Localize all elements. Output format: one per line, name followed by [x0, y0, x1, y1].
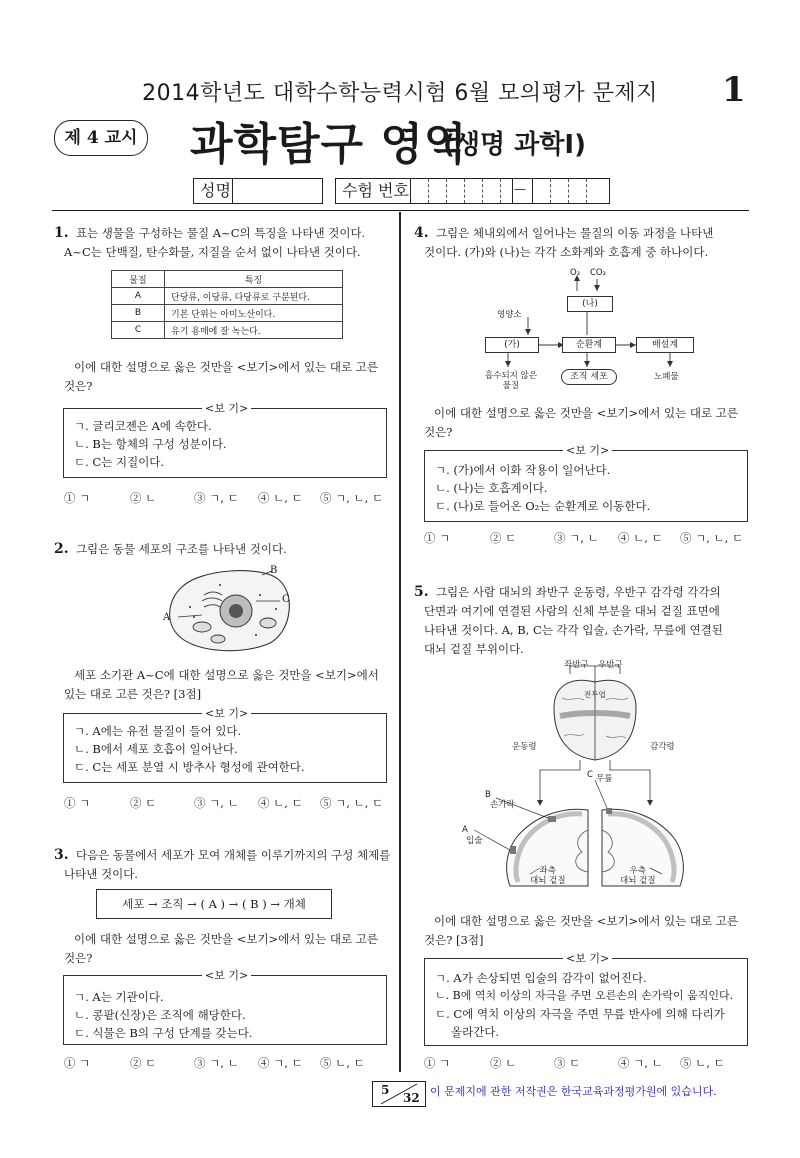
label-b: B: [270, 565, 278, 576]
question-text: 대뇌 겉질 부위이다.: [424, 642, 524, 656]
table-cell: B: [112, 305, 165, 322]
bogi-item: ㄷ. C에 역치 이상의 자극을 주면 무릎 반사에 의해 다리가: [435, 1007, 725, 1021]
prompt-text: 이에 대한 설명으로 옳은 것만을 <보기>에서 있는 대로 고른: [434, 406, 739, 420]
bogi-item: ㄱ. A가 손상되면 입술의 감각이 없어진다.: [435, 971, 647, 985]
choice-option[interactable]: ⑤ ㄴ, ㄷ: [680, 1056, 725, 1070]
q2-prompt: [64, 666, 394, 704]
finger-label: 손가락: [490, 800, 515, 810]
choice-option[interactable]: ② ㄷ: [490, 531, 517, 545]
frontal-lobe-label: 전두엽: [584, 690, 606, 699]
motor-cortex-label: 운동령: [512, 742, 537, 752]
bogi-title: <보 기>: [202, 967, 251, 985]
question-5: [414, 583, 754, 659]
exam-cell: [532, 179, 533, 203]
question-number: 1.: [54, 225, 69, 241]
q1-prompt: [64, 358, 394, 396]
waste-label: 노폐물: [654, 372, 679, 382]
choice-option[interactable]: ⑤ ㄴ, ㄷ: [320, 1056, 365, 1070]
nutrient-label: 영양소: [497, 310, 522, 320]
table-row: [112, 305, 343, 322]
exam-cell: [512, 179, 513, 203]
prompt-text: 이에 대한 설명으로 옳은 것만을 <보기>에서 있는 대로 고른: [434, 914, 739, 928]
question-2: [54, 540, 394, 559]
name-label: 성명: [200, 181, 231, 200]
question-text: 단면과 여기에 연결된 사람의 신체 부분을 대뇌 겉질 표면에: [424, 604, 720, 618]
table-cell: C: [112, 322, 165, 339]
q5-choices: [424, 1055, 754, 1071]
table-row: [112, 288, 343, 305]
total-pages: 32: [403, 1091, 420, 1105]
choice-option[interactable]: ① ㄱ: [64, 491, 91, 505]
q3-bogi-box: [63, 969, 387, 1045]
bogi-item: ㄴ. (나)는 호흡계이다.: [435, 481, 548, 495]
prompt-text: 이에 대한 설명으로 옳은 것만을 <보기>에서 있는 대로 고른: [74, 360, 379, 374]
question-4: [414, 224, 754, 262]
choice-option[interactable]: ① ㄱ: [64, 1056, 91, 1070]
choice-option[interactable]: ① ㄱ: [64, 796, 91, 810]
bogi-title: <보 기>: [563, 442, 612, 460]
q2-bogi-box: [63, 707, 387, 783]
sensory-cortex-label: 감각령: [650, 742, 675, 752]
choice-option[interactable]: ⑤ ㄱ, ㄴ, ㄷ: [680, 531, 744, 545]
bogi-title: <보 기>: [202, 705, 251, 723]
prompt-text: 것은?: [424, 425, 453, 439]
prompt-text: 것은?: [64, 951, 93, 965]
exam-cell: [410, 179, 411, 203]
left-cortex-label: 좌측 대뇌 겉질: [530, 866, 566, 886]
label-b: B: [485, 790, 491, 800]
question-number: 2.: [54, 541, 69, 557]
question-text: 다음은 동물에서 세포가 모여 개체를 이루기까지의 구성 체제를: [75, 848, 391, 862]
q2-choices: [64, 795, 394, 811]
question-text: 나타낸 것이다.: [64, 867, 138, 881]
prompt-text: 이에 대한 설명으로 옳은 것만을 <보기>에서 있는 대로 고른: [74, 932, 379, 946]
subject-title: 과학탐구 영역: [190, 119, 468, 170]
bogi-item: ㄷ. C는 지질이다.: [74, 455, 165, 469]
choice-option[interactable]: ② ㄴ: [490, 1056, 517, 1070]
table-cell: 유기 용매에 잘 녹는다.: [165, 322, 343, 339]
motor-sensory-strip: [560, 713, 630, 716]
right-hemisphere-label: 우반구: [598, 660, 623, 670]
q3-prompt: [64, 930, 394, 968]
question-text: 그림은 사람 대뇌의 좌반구 운동령, 우반구 감각령 각각의: [435, 585, 721, 599]
period-badge: 제 4 교시: [54, 120, 148, 156]
q4-prompt: [424, 404, 754, 442]
bogi-item: ㄷ. 식물은 B의 구성 단계를 갖는다.: [74, 1026, 253, 1040]
region-c: [606, 808, 612, 814]
exam-cell: [586, 179, 587, 203]
choice-option[interactable]: ① ㄱ: [424, 531, 451, 545]
question-text: 그림은 동물 세포의 구조를 나타낸 것이다.: [75, 542, 287, 556]
choice-option[interactable]: ② ㄴ: [130, 491, 157, 505]
q5-prompt: [424, 912, 754, 950]
bogi-item: ㄴ. B에서 세포 호흡이 일어난다.: [74, 742, 238, 756]
table-row: [112, 322, 343, 339]
choice-option[interactable]: ③ ㄱ, ㄴ: [194, 1056, 239, 1070]
table-cell: 기본 단위는 아미노산이다.: [165, 305, 343, 322]
q1-bogi-box: [63, 402, 387, 478]
bogi-title: <보 기>: [563, 950, 612, 968]
system-na-box: (나): [567, 296, 613, 312]
exam-cell: [500, 179, 501, 203]
label-c: C: [587, 770, 593, 780]
exam-cell: [482, 179, 483, 203]
exam-cell: [568, 179, 569, 203]
choice-option[interactable]: ⑤ ㄱ, ㄴ, ㄷ: [320, 491, 384, 505]
q3-choices: [64, 1055, 394, 1071]
choice-option[interactable]: ③ ㄱ, ㄴ: [194, 796, 239, 810]
bogi-item: ㄴ. B에 역치 이상의 자극을 주면 오른손의 손가락이 움직인다.: [435, 989, 734, 1002]
exam-number-label: 수험 번호: [342, 181, 409, 200]
bogi-item: ㄷ. C는 세포 분열 시 방추사 형성에 관여한다.: [74, 760, 305, 774]
tissue-cell-ellipse: 조직 세포: [561, 369, 617, 385]
bogi-item: ㄱ. A는 기관이다.: [74, 990, 164, 1004]
animal-cell-diagram: [160, 565, 300, 655]
bogi-item: 올라간다.: [451, 1025, 500, 1039]
choice-option[interactable]: ④ ㄱ, ㄴ: [618, 1056, 663, 1070]
exam-cell: [550, 179, 551, 203]
region-a: [510, 846, 516, 854]
choice-option[interactable]: ④ ㄴ, ㄷ: [258, 796, 303, 810]
label-a: A: [163, 612, 171, 623]
column-divider: [399, 212, 401, 1072]
region-b: [548, 816, 556, 822]
exam-title: 2014학년도 대학수학능력시험 6월 모의평가 문제지: [142, 81, 658, 106]
question-number: 5.: [414, 584, 429, 600]
choice-option[interactable]: ② ㄷ: [130, 796, 157, 810]
prompt-text: 것은? [3점]: [424, 933, 484, 947]
page-number: 1: [722, 70, 746, 110]
bogi-item: ㄱ. (가)에서 이화 작용이 일어난다.: [435, 463, 611, 477]
q3-flow-box: 세포 → 조직 → ( A ) → ( B ) → 개체: [96, 889, 332, 919]
header-rule: [52, 210, 749, 211]
choice-option[interactable]: ③ ㄱ, ㄷ: [194, 491, 239, 505]
table-header: 특징: [165, 271, 343, 288]
exam-number-dash: —: [514, 182, 526, 196]
subject-subtitle: (생명 과학Ⅰ): [443, 130, 586, 160]
knee-label: 무릎: [596, 774, 613, 784]
choice-option[interactable]: ④ ㄴ, ㄷ: [258, 491, 303, 505]
choice-option[interactable]: ⑤ ㄱ, ㄴ, ㄷ: [320, 796, 384, 810]
question-text: 그림은 체내외에서 일어나는 물질의 이동 과정을 나타낸: [435, 226, 714, 240]
label-c: C: [282, 594, 290, 605]
bogi-item: ㄱ. A에는 유전 물질이 들어 있다.: [74, 724, 242, 738]
exam-cell: [446, 179, 447, 203]
table-cell: A: [112, 288, 165, 305]
excretory-box: 배설계: [636, 337, 694, 353]
label-a: A: [462, 825, 468, 835]
choice-option[interactable]: ④ ㄱ, ㄷ: [258, 1056, 303, 1070]
q5-bogi-box: [424, 952, 748, 1046]
name-divider: [232, 179, 233, 203]
mitochondrion: [211, 635, 225, 643]
mitochondrion: [260, 618, 276, 628]
prompt-text: 세포 소기관 A~C에 대한 설명으로 옳은 것만을 <보기>에서: [74, 668, 379, 682]
q4-choices: [424, 530, 754, 546]
name-box[interactable]: [193, 178, 323, 204]
question-text: 것이다. (가)와 (나)는 각각 소화계와 호흡계 중 하나이다.: [424, 245, 709, 259]
choice-option[interactable]: ② ㄷ: [130, 1056, 157, 1070]
copyright-notice: 이 문제지에 관한 저작권은 한국교육과정평가원에 있습니다.: [430, 1085, 717, 1098]
choice-option[interactable]: ① ㄱ: [424, 1056, 451, 1070]
q4-bogi-box: [424, 444, 748, 522]
current-page: 5: [381, 1083, 390, 1097]
prompt-text: 것은?: [64, 379, 93, 393]
lip-label: 입술: [466, 836, 483, 846]
o2-label: O₂: [570, 268, 581, 278]
left-hemisphere-label: 좌반구: [564, 660, 589, 670]
mitochondrion: [193, 622, 211, 632]
question-text: 표는 생물을 구성하는 물질 A~C의 특징을 나타낸 것이다.: [75, 226, 366, 240]
co2-label: CO₂: [590, 268, 607, 278]
question-1: [54, 224, 394, 262]
right-cortex-label: 우측 대뇌 겉질: [620, 866, 656, 886]
bogi-item: ㄴ. 콩팥(신장)은 조직에 해당한다.: [74, 1008, 246, 1022]
question-3: [54, 846, 394, 884]
exam-number-box[interactable]: [335, 178, 610, 204]
question-number: 4.: [414, 225, 429, 241]
table-header: 물질: [112, 271, 165, 288]
system-ga-box: (가): [485, 337, 539, 353]
prompt-text: 있는 대로 고른 것은? [3점]: [64, 687, 202, 701]
choice-option[interactable]: ③ ㄱ, ㄴ: [554, 531, 599, 545]
unabsorbed-label: 흡수되지 않은 물질: [485, 371, 537, 391]
question-text: A~C는 단백질, 탄수화물, 지질을 순서 없이 나타낸 것이다.: [64, 245, 361, 259]
bogi-item: ㄱ. 글리코젠은 A에 속한다.: [74, 419, 212, 433]
q1-choices: [64, 490, 394, 506]
bogi-item: ㄷ. (나)로 들어온 O₂는 순환계로 이동한다.: [435, 499, 651, 513]
exam-cell: [464, 179, 465, 203]
circulatory-box: 순환계: [562, 337, 616, 353]
bogi-title: <보 기>: [202, 400, 251, 418]
exam-cell: [428, 179, 429, 203]
question-number: 3.: [54, 847, 69, 863]
table-cell: 단당류, 이당류, 다당류로 구분된다.: [165, 288, 343, 305]
page-fraction: [372, 1081, 426, 1107]
choice-option[interactable]: ③ ㄷ: [554, 1056, 581, 1070]
choice-option[interactable]: ④ ㄴ, ㄷ: [618, 531, 663, 545]
question-text: 나타낸 것이다. A, B, C는 각각 입술, 손가락, 무릎에 연결된: [424, 623, 723, 637]
q1-feature-table: [111, 270, 343, 339]
bogi-item: ㄴ. B는 항체의 구성 성분이다.: [74, 437, 227, 451]
nucleolus: [229, 604, 243, 618]
